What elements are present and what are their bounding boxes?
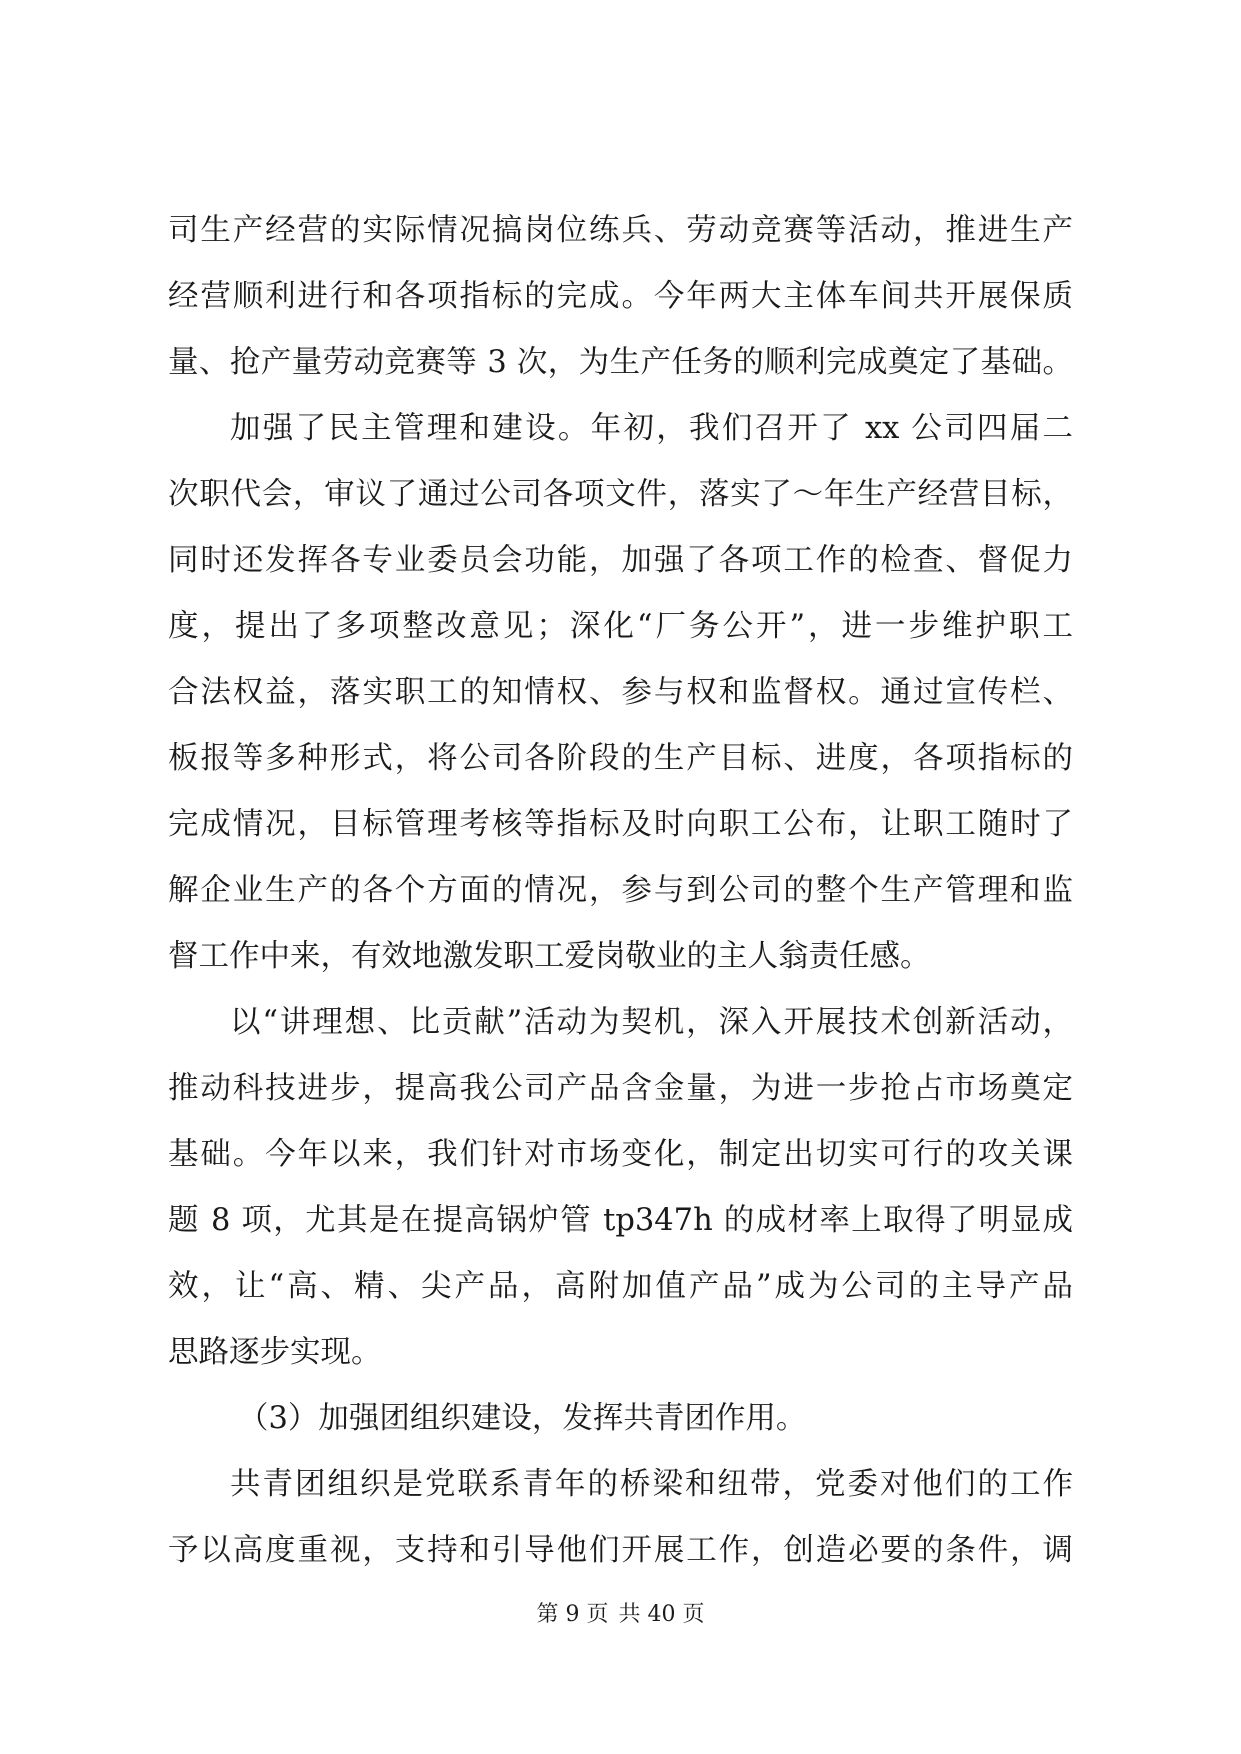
page-total: 共 40 页 xyxy=(618,1602,705,1627)
text-line: 经营顺利进行和各项指标的完成。今年两大主体车间共开展保质 xyxy=(168,279,1073,314)
paragraph-start-line: 以“讲理想、比贡献”活动为契机，深入开展技术创新活动， xyxy=(230,1005,1073,1040)
text-line: 思路逐步实现。 xyxy=(168,1335,382,1370)
text-line: 基础。今年以来，我们针对市场变化，制定出切实可行的攻关课 xyxy=(168,1137,1073,1172)
text-line: 同时还发挥各专业委员会功能，加强了各项工作的检查、督促力 xyxy=(168,543,1073,578)
text-line: 督工作中来，有效地激发职工爱岗敬业的主人翁责任感。 xyxy=(168,939,931,974)
text-line: 题 8 项，尤其是在提高锅炉管 tp347h 的成材率上取得了明显成 xyxy=(168,1203,1073,1238)
text-line: 效，让“高、精、尖产品，高附加值产品”成为公司的主导产品 xyxy=(168,1269,1073,1304)
text-line: 完成情况，目标管理考核等指标及时向职工公布，让职工随时了 xyxy=(168,807,1073,842)
text-line: 量、抢产量劳动竞赛等 3 次，为生产任务的顺利完成奠定了基础。 xyxy=(168,345,1073,380)
text-line: 予以高度重视，支持和引导他们开展工作，创造必要的条件，调 xyxy=(168,1533,1073,1568)
page-footer xyxy=(0,1601,1241,1629)
section-heading: （3）加强团组织建设，发挥共青团作用。 xyxy=(238,1401,807,1436)
text-line: 推动科技进步，提高我公司产品含金量，为进一步抢占市场奠定 xyxy=(168,1071,1073,1106)
text-line: 司生产经营的实际情况搞岗位练兵、劳动竞赛等活动，推进生产 xyxy=(168,213,1073,248)
paragraph-start-line: 共青团组织是党联系青年的桥梁和纽带，党委对他们的工作 xyxy=(230,1467,1073,1502)
page-number: 第 9 页 xyxy=(536,1602,609,1627)
paragraph-start-line: 加强了民主管理和建设。年初，我们召开了 xx 公司四届二 xyxy=(230,411,1073,446)
text-line: 解企业生产的各个方面的情况，参与到公司的整个生产管理和监 xyxy=(168,873,1073,908)
text-line: 合法权益，落实职工的知情权、参与权和监督权。通过宣传栏、 xyxy=(168,675,1073,710)
text-line: 度，提出了多项整改意见；深化“厂务公开”，进一步维护职工 xyxy=(168,609,1073,644)
text-line: 板报等多种形式，将公司各阶段的生产目标、进度，各项指标的 xyxy=(168,741,1073,776)
text-line: 次职代会，审议了通过公司各项文件，落实了～年生产经营目标， xyxy=(168,477,1073,512)
